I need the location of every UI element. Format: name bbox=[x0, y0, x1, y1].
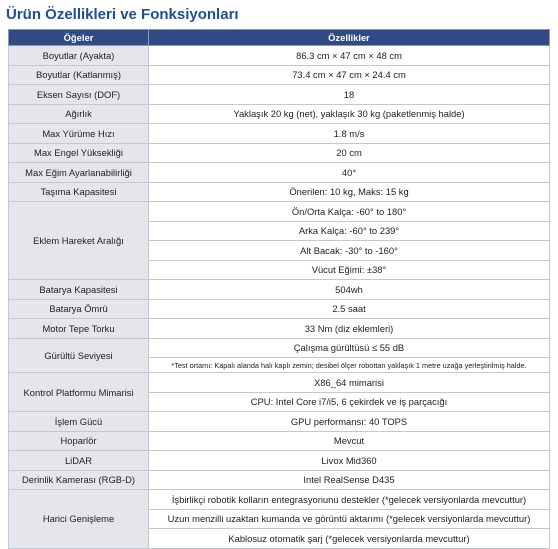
row-label-max-e-im-ayarlanabilirli-i: Max Eğim Ayarlanabilirliği bbox=[9, 163, 149, 183]
row-label-lidar: LiDAR bbox=[9, 451, 149, 471]
row-label-hoparl-r: Hoparlör bbox=[9, 431, 149, 451]
row-label-motor-tepe-torku: Motor Tepe Torku bbox=[9, 319, 149, 339]
table-row bbox=[9, 143, 550, 163]
row-value: 33 Nm (diz eklemleri) bbox=[149, 319, 550, 339]
row-value: X86_64 mimarisi bbox=[149, 373, 550, 393]
row-value: Mevcut bbox=[149, 431, 550, 451]
table-header-row bbox=[9, 30, 550, 46]
row-label-derinlik-kameras-rgb-d: Derinlik Kamerası (RGB-D) bbox=[9, 470, 149, 490]
row-label-g-r-lt-seviyesi: Gürültü Seviyesi bbox=[9, 338, 149, 373]
row-value: 20 cm bbox=[149, 143, 550, 163]
table-row bbox=[9, 299, 550, 319]
row-label-kontrol-platformu-mimarisi: Kontrol Platformu Mimarisi bbox=[9, 373, 149, 412]
row-value: Çalışma gürültüsü ≤ 55 dB bbox=[149, 338, 550, 358]
header-specs: Özellikler bbox=[149, 30, 550, 46]
row-value: Vücut Eğimi: ±38° bbox=[149, 260, 550, 280]
table-row bbox=[9, 412, 550, 432]
row-value: Alt Bacak: -30° to -160° bbox=[149, 241, 550, 261]
table-row bbox=[9, 431, 550, 451]
row-value: GPU performansı: 40 TOPS bbox=[149, 412, 550, 432]
row-value: İşbirlikçi robotik kolların entegrasyonunu destekler (*gelecek versiyonlarda mevcuttur) bbox=[149, 490, 550, 510]
row-value: Ön/Orta Kalça: -60° to 180° bbox=[149, 202, 550, 222]
row-value: 86.3 cm × 47 cm × 48 cm bbox=[149, 46, 550, 66]
row-value: 18 bbox=[149, 85, 550, 105]
table-row bbox=[9, 319, 550, 339]
row-value: Arka Kalça: -60° to 239° bbox=[149, 221, 550, 241]
page-title: Ürün Özellikleri ve Fonksiyonları bbox=[6, 6, 239, 23]
table-row bbox=[9, 338, 550, 358]
row-note: *Test ortamı: Kapalı alanda halı kaplı zemin; desibel ölçer robottan yaklaşık 1 metre uzağa yerleştirilmiş halde. bbox=[149, 358, 550, 373]
table-row bbox=[9, 104, 550, 124]
table-row bbox=[9, 490, 550, 510]
row-value: Önerilen: 10 kg, Maks: 15 kg bbox=[149, 182, 550, 202]
row-label-ta-ma-kapasitesi: Taşıma Kapasitesi bbox=[9, 182, 149, 202]
row-value: 73.4 cm × 47 cm × 24.4 cm bbox=[149, 65, 550, 85]
table-row bbox=[9, 373, 550, 393]
row-value: Livox Mid360 bbox=[149, 451, 550, 471]
row-label-max-y-r-me-h-z: Max Yürüme Hızı bbox=[9, 124, 149, 144]
table-row bbox=[9, 85, 550, 105]
row-label-batarya-mr: Batarya Ömrü bbox=[9, 299, 149, 319]
table-row bbox=[9, 124, 550, 144]
row-value: Yaklaşık 20 kg (net), yaklaşık 30 kg (paketlenmiş halde) bbox=[149, 104, 550, 124]
row-label-i-lem-g-c: İşlem Gücü bbox=[9, 412, 149, 432]
table-row bbox=[9, 280, 550, 300]
table-row bbox=[9, 182, 550, 202]
row-value: Kablosuz otomatik şarj (*gelecek versiyonlarda mevcuttur) bbox=[149, 529, 550, 549]
row-label-eksen-say-s-dof: Eksen Sayısı (DOF) bbox=[9, 85, 149, 105]
row-value: Intel RealSense D435 bbox=[149, 470, 550, 490]
header-items: Öğeler bbox=[9, 30, 149, 46]
row-label-max-engel-y-ksekli-i: Max Engel Yüksekliği bbox=[9, 143, 149, 163]
table-body bbox=[9, 46, 550, 549]
table-row bbox=[9, 163, 550, 183]
row-label-boyutlar-ayakta: Boyutlar (Ayakta) bbox=[9, 46, 149, 66]
spec-table bbox=[8, 29, 550, 549]
row-value: 40° bbox=[149, 163, 550, 183]
row-label-eklem-hareket-aral: Eklem Hareket Aralığı bbox=[9, 202, 149, 280]
table-row bbox=[9, 451, 550, 471]
row-label-a-rl-k: Ağırlık bbox=[9, 104, 149, 124]
row-label-batarya-kapasitesi: Batarya Kapasitesi bbox=[9, 280, 149, 300]
row-value: 504wh bbox=[149, 280, 550, 300]
table-row bbox=[9, 470, 550, 490]
row-value: CPU: Intel Core i7/i5, 6 çekirdek ve iş parçacığı bbox=[149, 392, 550, 412]
row-label-boyutlar-katlanm: Boyutlar (Katlanmış) bbox=[9, 65, 149, 85]
table-row bbox=[9, 46, 550, 66]
row-value: 1.8 m/s bbox=[149, 124, 550, 144]
row-value: 2.5 saat bbox=[149, 299, 550, 319]
row-label-harici-geni-leme: Harici Genişleme bbox=[9, 490, 149, 549]
table-row bbox=[9, 65, 550, 85]
row-value: Uzun menzilli uzaktan kumanda ve görüntü aktarımı (*gelecek versiyonlarda mevcuttur) bbox=[149, 509, 550, 529]
table-row bbox=[9, 202, 550, 222]
